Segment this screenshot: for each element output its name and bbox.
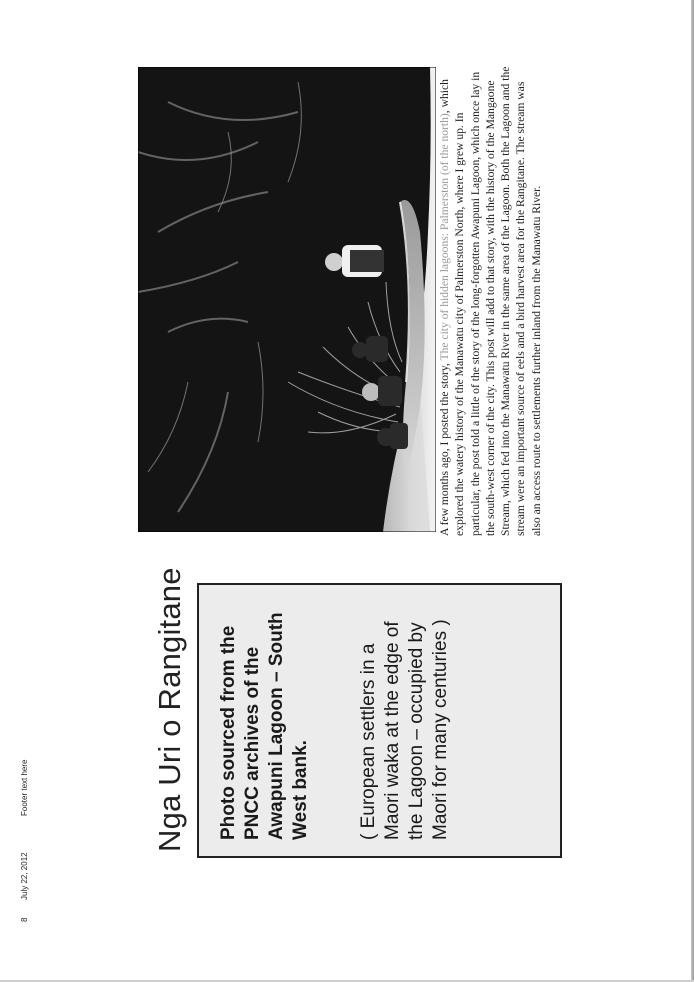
caption-box	[197, 583, 562, 858]
footer-date: July 22, 2012	[20, 852, 29, 900]
caption-main-text: Photo sourced from the PNCC archives of the Awapuni Lagoon – South West bank.	[218, 612, 311, 840]
story-link[interactable]: The city of hidden lagoons: Palmerston (of the north)	[438, 113, 451, 361]
body-text-part1: A few months ago, I posted the story,	[438, 360, 451, 536]
page-title: Nga Uri o Rangitane	[152, 567, 187, 852]
page-number: 8	[20, 917, 29, 922]
footer-text: Footer text here	[20, 759, 29, 816]
historic-waka-photo	[138, 67, 436, 532]
body-text-part2: , which explored the watery history of the Manawatu city of Palmerston North, where I grew up. In particular, the post told a little of the story of the long-forgotten Awapuni Lagoon, which once lay in the south-west corner of the city. This post will add to that story, with the history of the Mangaone Stream, which fed into the Manawatu River in the same area of the Lagoon. Both the Lagoon and the stream were an important source of eels and a bird harvest area for the Rangitane. The stream was also an access route to settlements further inland from the Manawatu River.	[438, 66, 543, 536]
caption-sub-text: ( European settlers in a Maori waka at the edge of the Lagoon – occupied by Maori for many centuries )	[358, 619, 451, 840]
body-paragraph	[437, 63, 544, 536]
